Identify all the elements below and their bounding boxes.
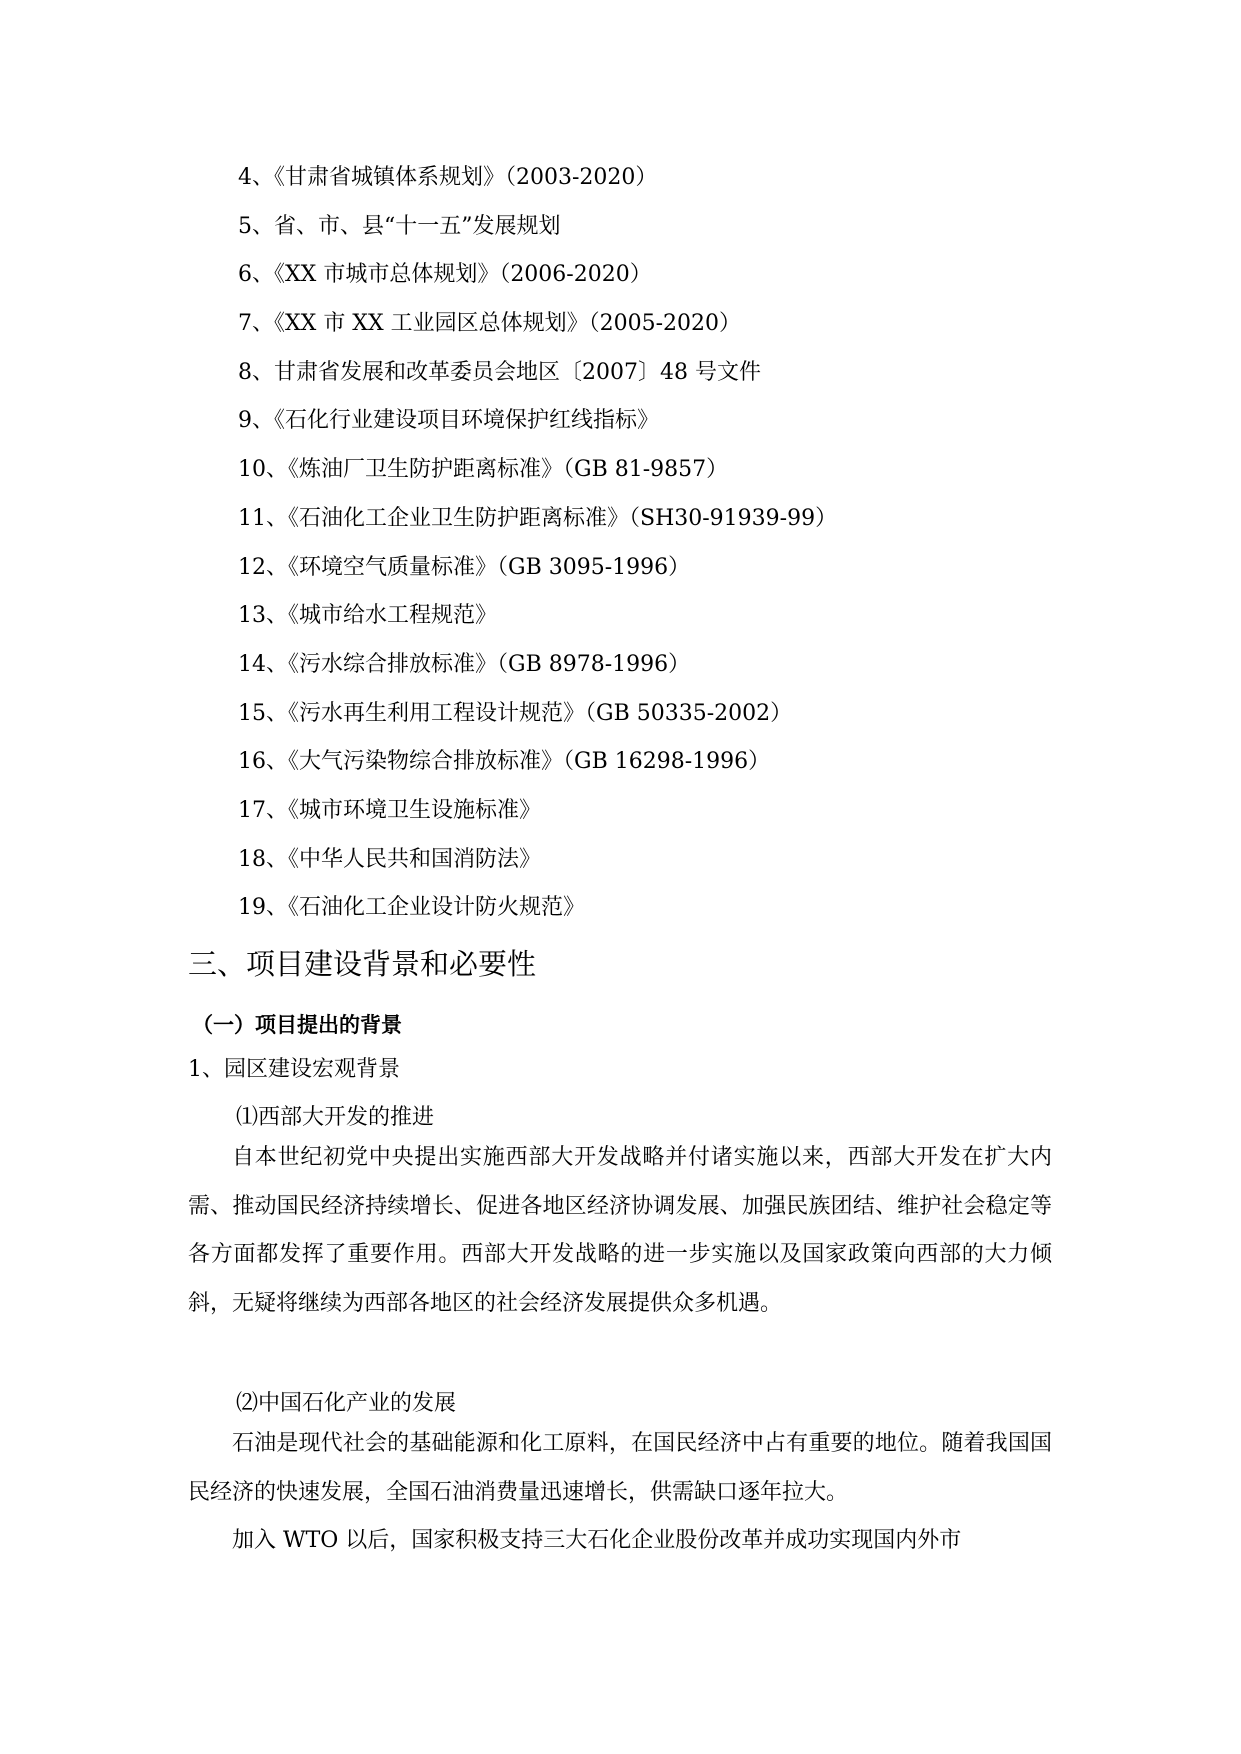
reference-item: 15、《污水再生利用工程设计规范》（GB 50335-2002） <box>238 700 793 726</box>
reference-item: 18、《中华人民共和国消防法》 <box>238 846 541 872</box>
subsection-heading: （一）项目提出的背景 <box>192 1013 402 1037</box>
reference-item: 6、《XX 市城市总体规划》（2006-2020） <box>238 262 652 288</box>
reference-item: 9、《石化行业建设项目环境保护红线指标》 <box>238 408 659 434</box>
reference-item: 10、《炼油厂卫生防护距离标准》（GB 81-9857） <box>238 457 729 483</box>
sub-heading: ⑴西部大开发的推进 <box>236 1105 435 1130</box>
section-heading: 三、项目建设背景和必要性 <box>188 947 537 981</box>
paragraph: 加入 WTO 以后，国家积极支持三大石化企业股份改革并成功实现国内外市 <box>232 1528 962 1553</box>
reference-item: 17、《城市环境卫生设施标准》 <box>238 797 541 823</box>
reference-item: 16、《大气污染物综合排放标准》（GB 16298-1996） <box>238 749 771 775</box>
reference-item: 12、《环境空气质量标准》（GB 3095-1996） <box>238 554 691 580</box>
paragraph: 自本世纪初党中央提出实施西部大开发战略并付诸实施以来，西部大开发在扩大内需、推动国民经济持续增长、促进各地区经济协调发展、加强民族团结、维护社会稳定等各方面都发挥了重要作用。西部大开发战略的进一步实施以及国家政策向西部的大力倾斜，无疑将继续为西部各地区的社会经济发展提供众多机遇。 <box>188 1145 1052 1316</box>
reference-item: 4、《甘肃省城镇体系规划》（2003-2020） <box>238 165 658 190</box>
reference-item: 5、省、市、县“十一五”发展规划 <box>238 213 561 239</box>
sub-heading: ⑵中国石化产业的发展 <box>236 1391 457 1416</box>
paragraph: 石油是现代社会的基础能源和化工原料，在国民经济中占有重要的地位。随着我国国民经济的快速发展，全国石油消费量迅速增长，供需缺口逐年拉大。 <box>188 1431 1052 1505</box>
reference-item: 7、《XX 市 XX 工业园区总体规划》（2005-2020） <box>238 311 742 337</box>
reference-item: 8、甘肃省发展和改革委员会地区〔2007〕48 号文件 <box>238 359 761 385</box>
reference-item: 11、《石油化工企业卫生防护距离标准》（SH30-91939-99） <box>238 505 838 531</box>
reference-item: 14、《污水综合排放标准》（GB 8978-1996） <box>238 651 691 677</box>
reference-list <box>238 154 1138 933</box>
reference-item: 19、《石油化工企业设计防火规范》 <box>238 895 585 921</box>
reference-item: 13、《城市给水工程规范》 <box>238 603 497 629</box>
item-heading: 1、园区建设宏观背景 <box>188 1057 400 1082</box>
